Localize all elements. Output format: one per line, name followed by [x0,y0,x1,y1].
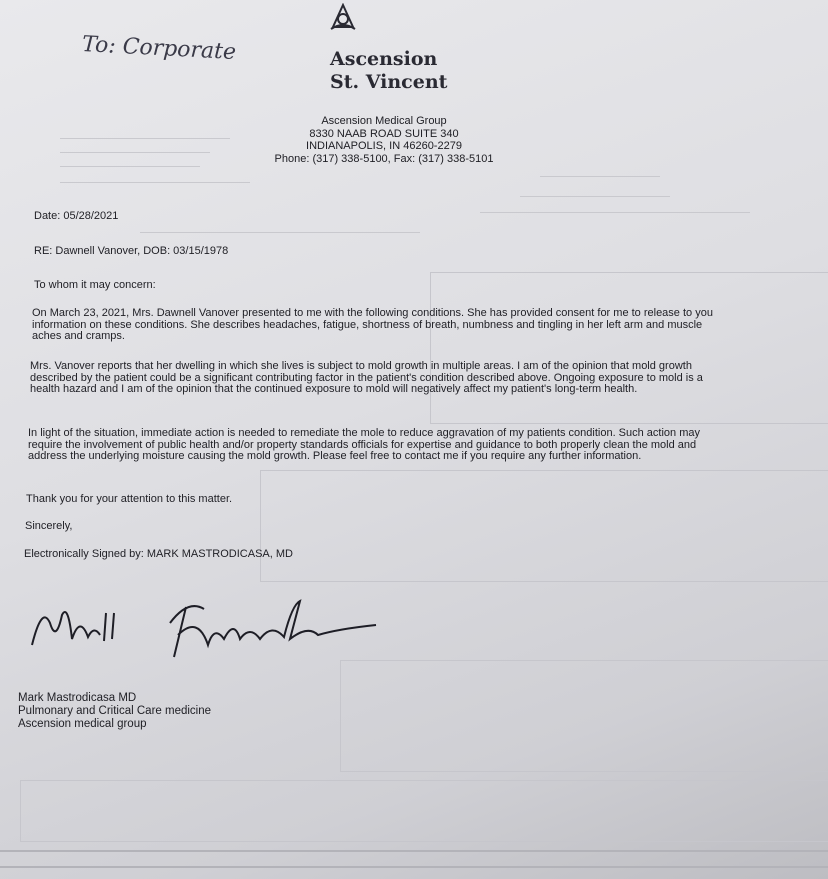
bleed-through-mark [60,138,230,139]
signer-block [18,692,211,731]
bleed-through-mark [0,866,828,868]
bleed-through-table [430,272,828,424]
letterhead-street: 8330 NAAB ROAD SUITE 340 [309,127,459,140]
bleed-through-mark [0,850,828,852]
handwritten-signature [28,595,388,665]
letterhead-org: Ascension Medical Group [321,115,447,127]
bleed-through-mark [60,182,250,183]
bleed-through-mark [540,176,660,177]
letter-date: Date: 05/28/2021 [34,210,119,222]
bleed-through-table [340,660,828,772]
letter-paragraph: On March 23, 2021, Mrs. Dawnell Vanover presented to me with the following conditions. She has provided consent for me to release to you information on these conditions. She describes headaches, fatigue, shortness of breath, numbness and tingling in her left arm and muscle aches and cramps. [32,307,713,343]
brand-location: St. Vincent [330,71,448,93]
brand-name: Ascension [330,48,438,70]
letter-closing: Sincerely, [25,520,73,532]
bleed-through-mark [60,152,210,153]
letterhead-address [262,115,506,165]
letterhead-phone-fax: Phone: (317) 338-5100, Fax: (317) 338-5101 [274,152,494,165]
bleed-through-mark [520,196,670,197]
bleed-through-table [260,470,828,582]
bleed-through-mark [140,232,420,233]
letter-paragraph: In light of the situation, immediate action is needed to remediate the mole to reduce aggravation of my patients condition. Such action may require the involvement of public health and/or property standards officials for expertise and guidance to both properly clean the mold and address the underlying moisture causing the mold growth. Please feel free to contact me if you require any further information. [28,427,700,463]
letter-salutation: To whom it may concern: [34,279,156,291]
ascension-logo-icon [329,3,357,33]
signer-org: Ascension medical group [18,718,147,730]
letterhead-city: INDIANAPOLIS, IN 46260-2279 [306,140,462,152]
bleed-through-mark [480,212,750,213]
bleed-through-table [20,780,828,842]
bleed-through-mark [60,166,200,167]
signer-name: Mark Mastrodicasa MD [18,692,137,704]
letter-re-line: RE: Dawnell Vanover, DOB: 03/15/1978 [34,245,229,257]
letter-thanks: Thank you for your attention to this matter. [26,493,233,505]
electronic-signature-line: Electronically Signed by: MARK MASTRODICASA, MD [24,548,293,560]
signer-specialty: Pulmonary and Critical Care medicine [18,705,212,717]
letter-paragraph: Mrs. Vanover reports that her dwelling in which she lives is subject to mold growth in multiple areas. I am of the opinion that mold growth described by the patient could be a significant contributing factor in the patient's condition described above. Ongoing exposure to mold is a health hazard and I am of the opinion that the continued exposure to mold will negatively affect my patient's long-term health. [30,360,703,396]
handwritten-note: To: Corporate [81,31,237,66]
